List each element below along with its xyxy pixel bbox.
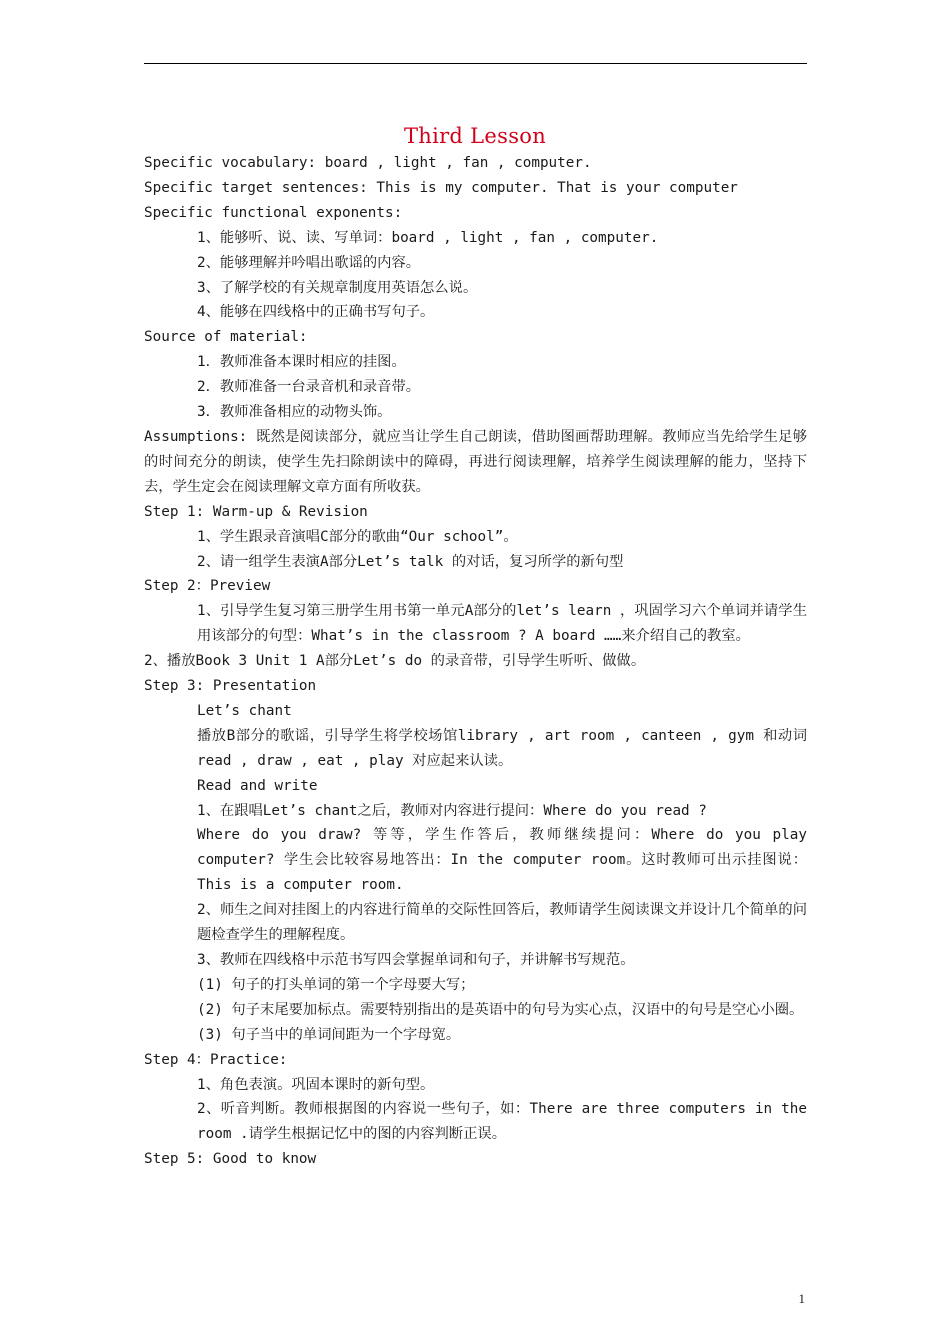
paragraph: Specific vocabulary: board , light , fan , computer. — [144, 155, 592, 171]
paragraph: 1、学生跟录音演唱C部分的歌曲“Our school”。 — [197, 528, 518, 545]
paragraph: 3、教师在四线格中示范书写四会掌握单词和句子，并讲解书写规范。 — [197, 952, 635, 968]
page-number: 1 — [798, 1291, 805, 1306]
paragraph: 1、引导学生复习第三册学生用书第一单元A部分的let’s learn ，巩固学习六个单词并请学生用该部分的句型：What’s in the classroom ? A board ……来介绍自己的教室。 — [197, 603, 807, 645]
paragraph: Let’s chant — [197, 702, 292, 719]
paragraph: Step 4：Practice: — [144, 1051, 288, 1068]
paragraph: 1、能够听、说、读、写单词：board , light , fan , computer. — [197, 229, 659, 246]
paragraph: 2．教师准备一台录音机和录音带。 — [197, 379, 421, 396]
paragraph: Specific functional exponents: — [144, 204, 403, 221]
paragraph: 2、听音判断。教师根据图的内容说一些句子，如：There are three computers in the room .请学生根据记忆中的图的内容判断正误。 — [197, 1101, 807, 1143]
paragraph: Step 3: Presentation — [144, 678, 317, 695]
paragraph: Assumptions: 既然是阅读部分，就应当让学生自己朗读，借助图画帮助理解。教师应当先给学生足够的时间充分的朗读，使学生先扫除朗读中的障碍，再进行阅读理解，培养学生阅读理解的能力，坚持下去，学生定会在阅读理解文章方面有所收获。 — [144, 428, 807, 495]
paragraph: 3．教师准备相应的动物头饰。 — [197, 404, 392, 421]
paragraph: 3、了解学校的有关规章制度用英语怎么说。 — [197, 279, 478, 296]
paragraph: Step 5: Good to know — [144, 1151, 317, 1168]
paragraph: 1、角色表演。巩固本课时的新句型。 — [197, 1076, 435, 1093]
paragraph: (2) 句子末尾要加标点。需要特别指出的是英语中的句号为实心点，汉语中的句号是空心小圈。 — [197, 1001, 804, 1018]
paragraph: 2、播放Book 3 Unit 1 A部分Let’s do 的录音带，引导学生听听、做做。 — [144, 653, 646, 670]
paragraph: 2、师生之间对挂图上的内容进行简单的交际性回答后，教师请学生阅读课文并设计几个简单的问题检查学生的理解程度。 — [197, 902, 807, 944]
paragraph: (3) 句子当中的单词间距为一个字母宽。 — [197, 1026, 461, 1043]
header-rule — [144, 63, 807, 64]
paragraph: 2、请一组学生表演A部分Let’s talk 的对话，复习所学的新句型 — [197, 553, 624, 570]
paragraph: Where do you draw? 等等，学生作答后，教师继续提问：Where do you play computer? 学生会比较容易地答出：In the computer room。这时教师可出示挂图说：This is a computer room. — [197, 827, 807, 894]
paragraph: Read and write — [197, 777, 318, 794]
paragraph: (1) 句子的打头单词的第一个字母要大写； — [197, 976, 475, 993]
paragraph: 播放B部分的歌谣，引导学生将学校场馆library , art room , canteen , gym 和动词read , draw , eat , play 对应起来认读。 — [197, 727, 807, 769]
paragraph: 1．教师准备本课时相应的挂图。 — [197, 354, 406, 371]
paragraph: 1、在跟唱Let’s chant之后，教师对内容进行提问：Where do you read ? — [197, 802, 707, 819]
paragraph: Step 2：Preview — [144, 578, 271, 595]
paragraph: Specific target sentences: This is my computer. That is your computer — [144, 179, 738, 196]
paragraph: Source of material: — [144, 329, 308, 346]
paragraph: 2、能够理解并吟唱出歌谣的内容。 — [197, 254, 421, 271]
lesson-title: Third Lesson — [403, 124, 547, 148]
paragraph: Step 1: Warm-up & Revision — [144, 503, 368, 520]
paragraph: 4、能够在四线格中的正确书写句子。 — [197, 304, 435, 321]
lesson-body — [144, 151, 807, 1172]
